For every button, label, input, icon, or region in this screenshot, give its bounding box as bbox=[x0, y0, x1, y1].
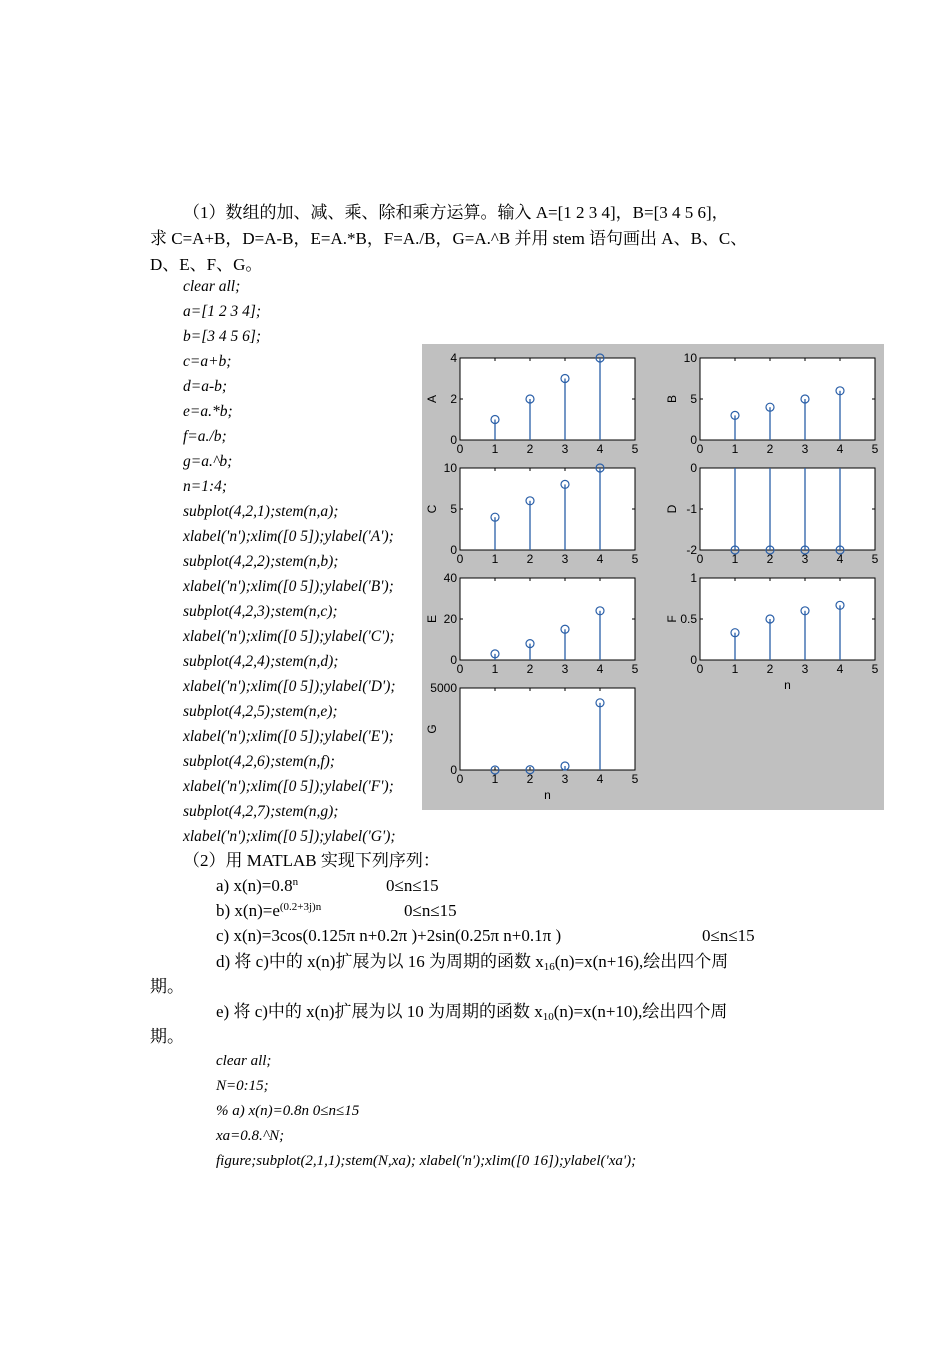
y-tick-label: 20 bbox=[443, 612, 457, 626]
axes-box bbox=[460, 468, 635, 550]
section2-heading: （2）用 MATLAB 实现下列序列： bbox=[183, 851, 440, 870]
x-tick-label: 1 bbox=[491, 662, 499, 676]
item-d-subscript: 16 bbox=[543, 961, 555, 973]
y-tick-label: 0 bbox=[450, 433, 457, 447]
y-tick-label: 0.5 bbox=[680, 612, 697, 626]
code-line: a=[1 2 3 4]; bbox=[183, 303, 262, 320]
x-tick-label: 4 bbox=[836, 552, 844, 566]
y-tick-label: 1 bbox=[690, 571, 697, 585]
x-tick-label: 3 bbox=[561, 552, 569, 566]
y-tick-label: 0 bbox=[450, 543, 457, 557]
x-tick-label: 2 bbox=[526, 772, 534, 786]
x-tick-label: 3 bbox=[561, 442, 569, 456]
x-tick-label: 5 bbox=[631, 662, 639, 676]
code-line: clear all; bbox=[216, 1053, 272, 1069]
code-line: N=0:15; bbox=[216, 1078, 269, 1094]
code-line: xlabel('n');xlim([0 5]);ylabel('G'); bbox=[183, 828, 396, 845]
x-tick-label: 3 bbox=[801, 442, 809, 456]
x-tick-label: 2 bbox=[766, 442, 774, 456]
item-d-text-1: d) 将 c)中的 x(n)扩展为以 16 为周期的函数 x bbox=[216, 952, 544, 971]
axes-box bbox=[700, 358, 875, 440]
code-line: figure;subplot(2,1,1);stem(N,xa); xlabel('n');xlim([0 16]);ylabel('xa'); bbox=[216, 1153, 637, 1169]
x-tick-label: 2 bbox=[526, 442, 534, 456]
x-tick-label: 3 bbox=[801, 552, 809, 566]
x-tick-label: 5 bbox=[871, 552, 879, 566]
y-tick-label: 5000 bbox=[430, 681, 457, 695]
matlab-figure bbox=[422, 344, 884, 810]
item-d-text-2: (n)=x(n+16),绘出四个周 bbox=[554, 952, 729, 971]
x-tick-label: 5 bbox=[871, 662, 879, 676]
x-tick-label: 4 bbox=[836, 442, 844, 456]
x-tick-label: 0 bbox=[696, 442, 704, 456]
x-tick-label: 5 bbox=[871, 442, 879, 456]
code-line: subplot(4,2,6);stem(n,f); bbox=[183, 753, 335, 770]
y-tick-label: 10 bbox=[683, 351, 697, 365]
code-line: subplot(4,2,4);stem(n,d); bbox=[183, 653, 339, 670]
item-c-formula: c) x(n)=3cos(0.125π n+0.2π )+2sin(0.25π n+0.1π ) bbox=[216, 926, 562, 945]
y-tick-label: -1 bbox=[686, 502, 697, 516]
y-tick-label: -2 bbox=[686, 543, 697, 557]
x-tick-label: 4 bbox=[596, 442, 604, 456]
x-tick-label: 0 bbox=[456, 662, 464, 676]
y-tick-label: 0 bbox=[690, 433, 697, 447]
y-axis-label: F bbox=[665, 615, 679, 623]
code-line: b=[3 4 5 6]; bbox=[183, 328, 262, 345]
x-tick-label: 1 bbox=[731, 662, 739, 676]
x-tick-label: 0 bbox=[696, 662, 704, 676]
axes-box bbox=[460, 358, 635, 440]
y-tick-label: 2 bbox=[450, 392, 457, 406]
x-tick-label: 0 bbox=[696, 552, 704, 566]
item-e-subscript: 10 bbox=[542, 1011, 554, 1023]
x-tick-label: 3 bbox=[561, 772, 569, 786]
item-a-formula: a) x(n)=0.8 bbox=[216, 876, 293, 895]
x-tick-label: 5 bbox=[631, 772, 639, 786]
y-tick-label: 40 bbox=[443, 571, 457, 585]
x-tick-label: 0 bbox=[456, 442, 464, 456]
x-tick-label: 3 bbox=[801, 662, 809, 676]
code-line: d=a-b; bbox=[183, 378, 228, 395]
axes-box bbox=[460, 688, 635, 770]
code-line: xlabel('n');xlim([0 5]);ylabel('F'); bbox=[183, 778, 394, 795]
section1-line-1: （1）数组的加、减、乘、除和乘方运算。输入 A=[1 2 3 4]，B=[3 4 5 6]， bbox=[183, 203, 729, 222]
x-tick-label: 4 bbox=[596, 662, 604, 676]
code-line: subplot(4,2,5);stem(n,e); bbox=[183, 703, 338, 720]
section1-line-3: D、E、F、G。 bbox=[150, 255, 263, 274]
y-axis-label: A bbox=[425, 394, 439, 404]
item-b-range: 0≤n≤15 bbox=[404, 901, 457, 920]
code-line: c=a+b; bbox=[183, 353, 232, 370]
item-c-range: 0≤n≤15 bbox=[702, 926, 755, 945]
item-e-text-1: e) 将 c)中的 x(n)扩展为以 10 为周期的函数 x bbox=[216, 1002, 543, 1021]
code-line: f=a./b; bbox=[183, 428, 227, 445]
axes-box bbox=[700, 468, 875, 550]
x-tick-label: 0 bbox=[456, 772, 464, 786]
x-tick-label: 1 bbox=[491, 552, 499, 566]
section1-line-2: 求 C=A+B，D=A-B，E=A.*B，F=A./B，G=A.^B 并用 stem 语句画出 A、B、C、 bbox=[150, 229, 748, 248]
y-tick-label: 4 bbox=[450, 351, 457, 365]
x-tick-label: 1 bbox=[491, 442, 499, 456]
x-tick-label: 4 bbox=[836, 662, 844, 676]
code-line: n=1:4; bbox=[183, 478, 228, 495]
y-axis-label: G bbox=[425, 724, 439, 734]
y-tick-label: 0 bbox=[450, 653, 457, 667]
code-line: xlabel('n');xlim([0 5]);ylabel('B'); bbox=[183, 578, 394, 595]
item-a bbox=[216, 875, 439, 897]
code-line: xlabel('n');xlim([0 5]);ylabel('A'); bbox=[183, 528, 394, 545]
x-axis-label: n bbox=[784, 678, 791, 692]
item-e-text-2: (n)=x(n+10),绘出四个周 bbox=[553, 1002, 728, 1021]
item-b bbox=[216, 900, 457, 922]
x-tick-label: 2 bbox=[766, 552, 774, 566]
code-line: % a) x(n)=0.8n 0≤n≤15 bbox=[216, 1103, 360, 1119]
x-tick-label: 3 bbox=[561, 662, 569, 676]
x-tick-label: 2 bbox=[526, 552, 534, 566]
x-tick-label: 5 bbox=[631, 442, 639, 456]
code-line: e=a.*b; bbox=[183, 403, 233, 420]
x-tick-label: 1 bbox=[491, 772, 499, 786]
item-d bbox=[216, 951, 728, 973]
item-c bbox=[216, 925, 755, 947]
x-axis-label: n bbox=[544, 788, 551, 802]
x-tick-label: 4 bbox=[596, 772, 604, 786]
code-line: xlabel('n');xlim([0 5]);ylabel('E'); bbox=[183, 728, 394, 745]
code-line: subplot(4,2,3);stem(n,c); bbox=[183, 603, 338, 620]
code-line: xlabel('n');xlim([0 5]);ylabel('D'); bbox=[183, 678, 396, 695]
code-line: subplot(4,2,2);stem(n,b); bbox=[183, 553, 339, 570]
x-tick-label: 4 bbox=[596, 552, 604, 566]
x-tick-label: 5 bbox=[631, 552, 639, 566]
item-b-formula: b) x(n)=e bbox=[216, 901, 280, 920]
x-tick-label: 1 bbox=[731, 442, 739, 456]
y-axis-label: B bbox=[665, 394, 679, 404]
x-tick-label: 0 bbox=[456, 552, 464, 566]
y-tick-label: 0 bbox=[690, 653, 697, 667]
code-line: xlabel('n');xlim([0 5]);ylabel('C'); bbox=[183, 628, 395, 645]
item-d-wrap: 期。 bbox=[150, 977, 184, 996]
code-line: subplot(4,2,7);stem(n,g); bbox=[183, 803, 339, 820]
y-tick-label: 10 bbox=[443, 461, 457, 475]
item-e-wrap: 期。 bbox=[150, 1027, 184, 1046]
x-tick-label: 2 bbox=[526, 662, 534, 676]
y-tick-label: 0 bbox=[690, 461, 697, 475]
y-axis-label: C bbox=[425, 504, 439, 514]
item-b-exponent: (0.2+3j)n bbox=[279, 901, 322, 913]
code-line: xa=0.8.^N; bbox=[216, 1128, 285, 1144]
x-tick-label: 2 bbox=[766, 662, 774, 676]
axes-box bbox=[700, 578, 875, 660]
item-e bbox=[216, 1001, 727, 1023]
y-tick-label: 0 bbox=[450, 763, 457, 777]
y-axis-label: D bbox=[665, 504, 679, 514]
code-line: g=a.^b; bbox=[183, 453, 233, 470]
code-line: subplot(4,2,1);stem(n,a); bbox=[183, 503, 339, 520]
y-tick-label: 5 bbox=[690, 392, 697, 406]
code-line: clear all; bbox=[183, 278, 241, 295]
y-tick-label: 5 bbox=[450, 502, 457, 516]
x-tick-label: 1 bbox=[731, 552, 739, 566]
axes-box bbox=[460, 578, 635, 660]
y-axis-label: E bbox=[425, 614, 439, 624]
item-a-exponent: n bbox=[292, 876, 299, 888]
item-a-range: 0≤n≤15 bbox=[386, 876, 439, 895]
